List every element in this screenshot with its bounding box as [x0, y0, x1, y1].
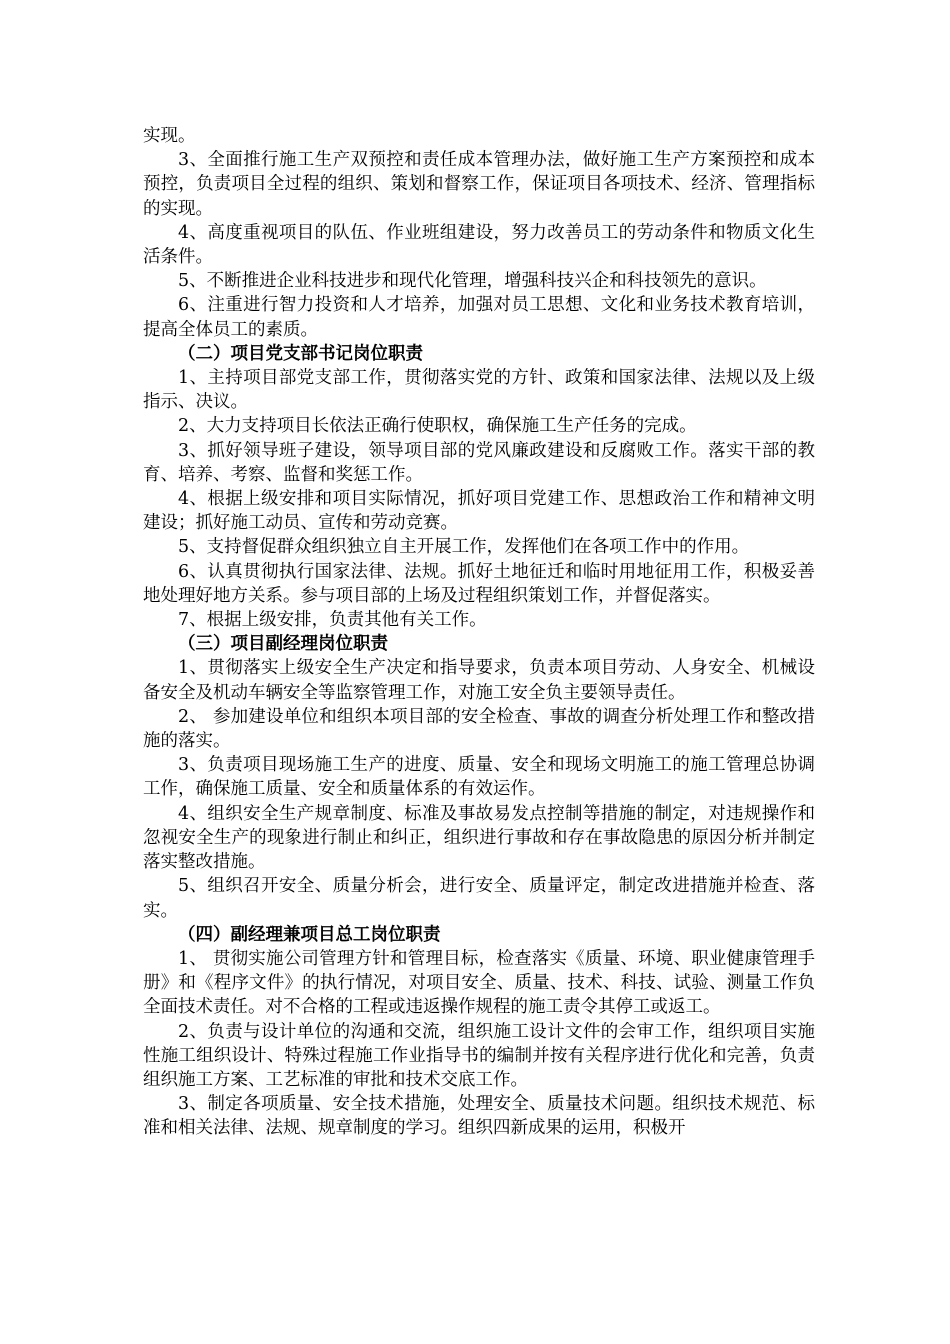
paragraph: 5、不断推进企业科技进步和现代化管理，增强科技兴企和科技领先的意识。	[178, 271, 767, 292]
section-heading: （三）项目副经理岗位职责	[178, 634, 388, 655]
paragraph: 5、支持督促群众组织独立自主开展工作，发挥他们在各项工作中的作用。	[178, 537, 750, 558]
paragraph: 1、 贯彻实施公司管理方针和管理目标，检查落实《质量、环境、职业健康管理手册》和《程序文件》的执行情况，对项目安全、质量、技术、科技、试验、测量工作负全面技术责任。对不合格的工程或违返操作规程的施工责令其停工或返工。	[143, 948, 815, 1018]
paragraph: 4、根据上级安排和项目实际情况，抓好项目党建工作、思想政治工作和精神文明建设；抓好施工动员、宣传和劳动竞赛。	[143, 489, 815, 534]
document-body	[143, 124, 815, 1141]
paragraph: 实现。	[143, 126, 196, 146]
paragraph: 3、负责项目现场施工生产的进度、质量、安全和现场文明施工的施工管理总协调工作，确保施工质量、安全和质量体系的有效运作。	[143, 755, 815, 800]
paragraph: 3、制定各项质量、安全技术措施，处理安全、质量技术问题。组织技术规范、标准和相关法律、法规、规章制度的学习。组织四新成果的运用，积极开	[143, 1094, 815, 1139]
paragraph: 3、抓好领导班子建设，领导项目部的党风廉政建设和反腐败工作。落实干部的教育、培养、考察、监督和奖惩工作。	[143, 440, 815, 485]
paragraph: 1、贯彻落实上级安全生产决定和指导要求，负责本项目劳动、人身安全、机械设备安全及机动车辆安全等监察管理工作，对施工安全负主要领导责任。	[143, 658, 815, 703]
paragraph: 2、 参加建设单位和组织本项目部的安全检查、事故的调查分析处理工作和整改措施的落实。	[143, 706, 815, 752]
paragraph: 5、组织召开安全、质量分析会，进行安全、质量评定，制定改进措施并检查、落实。	[143, 876, 815, 921]
section-heading: （二）项目党支部书记岗位职责	[178, 343, 423, 364]
paragraph: 2、大力支持项目长依法正确行使职权，确保施工生产任务的完成。	[178, 416, 697, 437]
paragraph: 4、高度重视项目的队伍、作业班组建设，努力改善员工的劳动条件和物质文化生活条件。	[143, 222, 815, 268]
paragraph: 2、负责与设计单位的沟通和交流，组织施工设计文件的会审工作，组织项目实施性施工组织设计、特殊过程施工作业指导书的编制并按有关程序进行优化和完善，负责组织施工方案、工艺标准的审批和技术交底工作。	[143, 1021, 815, 1090]
paragraph: 6、注重进行智力投资和人才培养，加强对员工思想、文化和业务技术教育培训，提高全体员工的素质。	[143, 295, 815, 340]
section-heading: （四）副经理兼项目总工岗位职责	[178, 924, 441, 945]
paragraph: 3、全面推行施工生产双预控和责任成本管理办法，做好施工生产方案预控和成本预控，负责项目全过程的组织、策划和督察工作，保证项目各项技术、经济、管理指标的实现。	[143, 150, 815, 219]
paragraph: 7、根据上级安排，负责其他有关工作。	[178, 610, 487, 631]
paragraph: 4、组织安全生产规章制度、标准及事故易发点控制等措施的制定，对违规操作和忽视安全生产的现象进行制止和纠正，组织进行事故和存在事故隐患的原因分析并制定落实整改措施。	[143, 803, 815, 873]
paragraph: 1、主持项目部党支部工作，贯彻落实党的方针、政策和国家法律、法规以及上级指示、决议。	[143, 368, 815, 413]
paragraph: 6、认真贯彻执行国家法律、法规。抓好土地征迁和临时用地征用工作，积极妥善地处理好地方关系。参与项目部的上场及过程组织策划工作，并督促落实。	[143, 561, 815, 606]
